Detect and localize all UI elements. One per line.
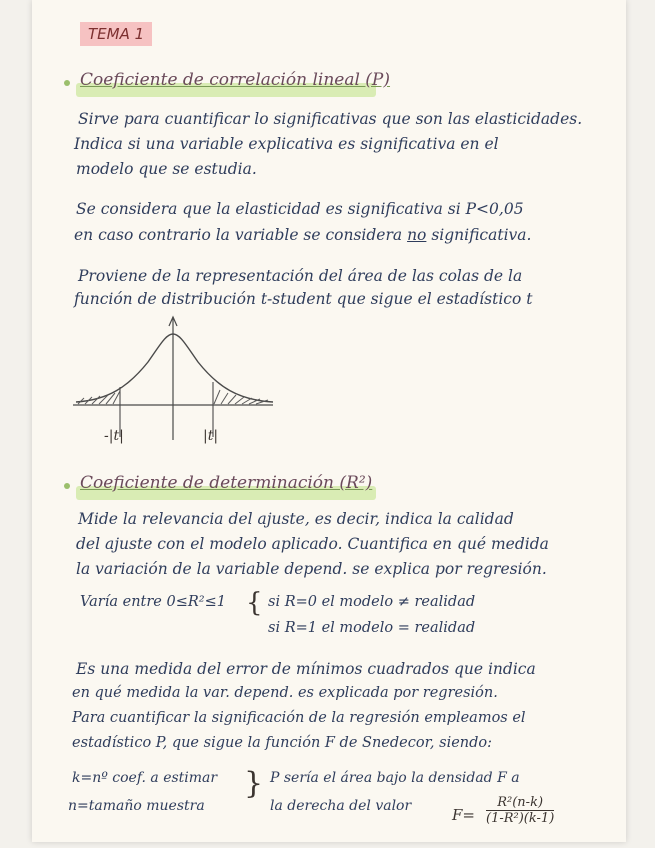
- bullet-dot: [64, 483, 70, 489]
- right-tail-hatch: [214, 390, 268, 404]
- underlined-no: no: [407, 226, 427, 244]
- p-def-1: P sería el área bajo la densidad F a: [270, 770, 520, 786]
- density-curve: [76, 334, 273, 402]
- section1-source-1: Proviene de la representación del área de las colas de la: [78, 267, 523, 285]
- section2-para-line-1: Es una medida del error de mínimos cuadrados que indica: [76, 660, 536, 678]
- section1-line-2: Indica si una variable explicativa es significativa en el: [74, 135, 499, 153]
- formula-lhs: F=: [452, 806, 475, 824]
- section1-rule-2: en caso contrario la variable se considera no significativa.: [74, 226, 532, 244]
- range-case-2: si R=1 el modelo = realidad: [268, 620, 476, 636]
- range-brace: {: [246, 588, 263, 618]
- page-title: TEMA 1: [80, 22, 152, 46]
- p-def-2: la derecha del valor: [270, 798, 412, 814]
- range-case-1: si R=0 el modelo ≠ realidad: [268, 594, 476, 610]
- t-student-graph: [68, 312, 288, 462]
- section1-line-3: modelo que se estudia.: [76, 160, 257, 178]
- section2-para-line-4: estadístico P, que sigue la función F de Snedecor, siendo:: [72, 735, 493, 751]
- formula-fraction: [486, 795, 554, 826]
- section2-heading: Coeficiente de determinación (R²): [80, 473, 373, 493]
- def-k: k=nº coef. a estimar: [72, 770, 218, 786]
- range-intro: Varía entre 0≤R²≤1: [80, 594, 226, 610]
- section2-para-line-3: Para cuantificar la significación de la regresión empleamos el: [72, 710, 526, 726]
- section1-line-1: Sirve para cuantificar lo significativas que son las elasticidades.: [78, 110, 583, 128]
- graph-label-right: |t|: [203, 428, 219, 444]
- defs-brace: }: [244, 766, 264, 801]
- bullet-dot: [64, 80, 70, 86]
- graph-label-left: -|t|: [104, 428, 124, 444]
- formula-denominator: (1-R²)(k-1): [486, 811, 555, 826]
- section1-source-2: función de distribución t-student que sigue el estadístico t: [74, 290, 533, 308]
- formula-numerator: R²(n-k): [486, 795, 554, 811]
- def-n: n=tamaño muestra: [68, 798, 205, 814]
- section2-line-1: Mide la relevancia del ajuste, es decir, indica la calidad: [78, 510, 514, 528]
- section2-line-3: la variación de la variable depend. se explica por regresión.: [76, 560, 547, 578]
- section1-rule-1: Se considera que la elasticidad es significativa si P<0,05: [76, 200, 524, 218]
- section1-heading: Coeficiente de correlación lineal (P): [80, 70, 391, 90]
- left-tail-hatch: [78, 391, 120, 404]
- section2-line-2: del ajuste con el modelo aplicado. Cuantifica en qué medida: [76, 535, 549, 553]
- section2-para-line-2: en qué medida la var. depend. es explicada por regresión.: [72, 685, 498, 701]
